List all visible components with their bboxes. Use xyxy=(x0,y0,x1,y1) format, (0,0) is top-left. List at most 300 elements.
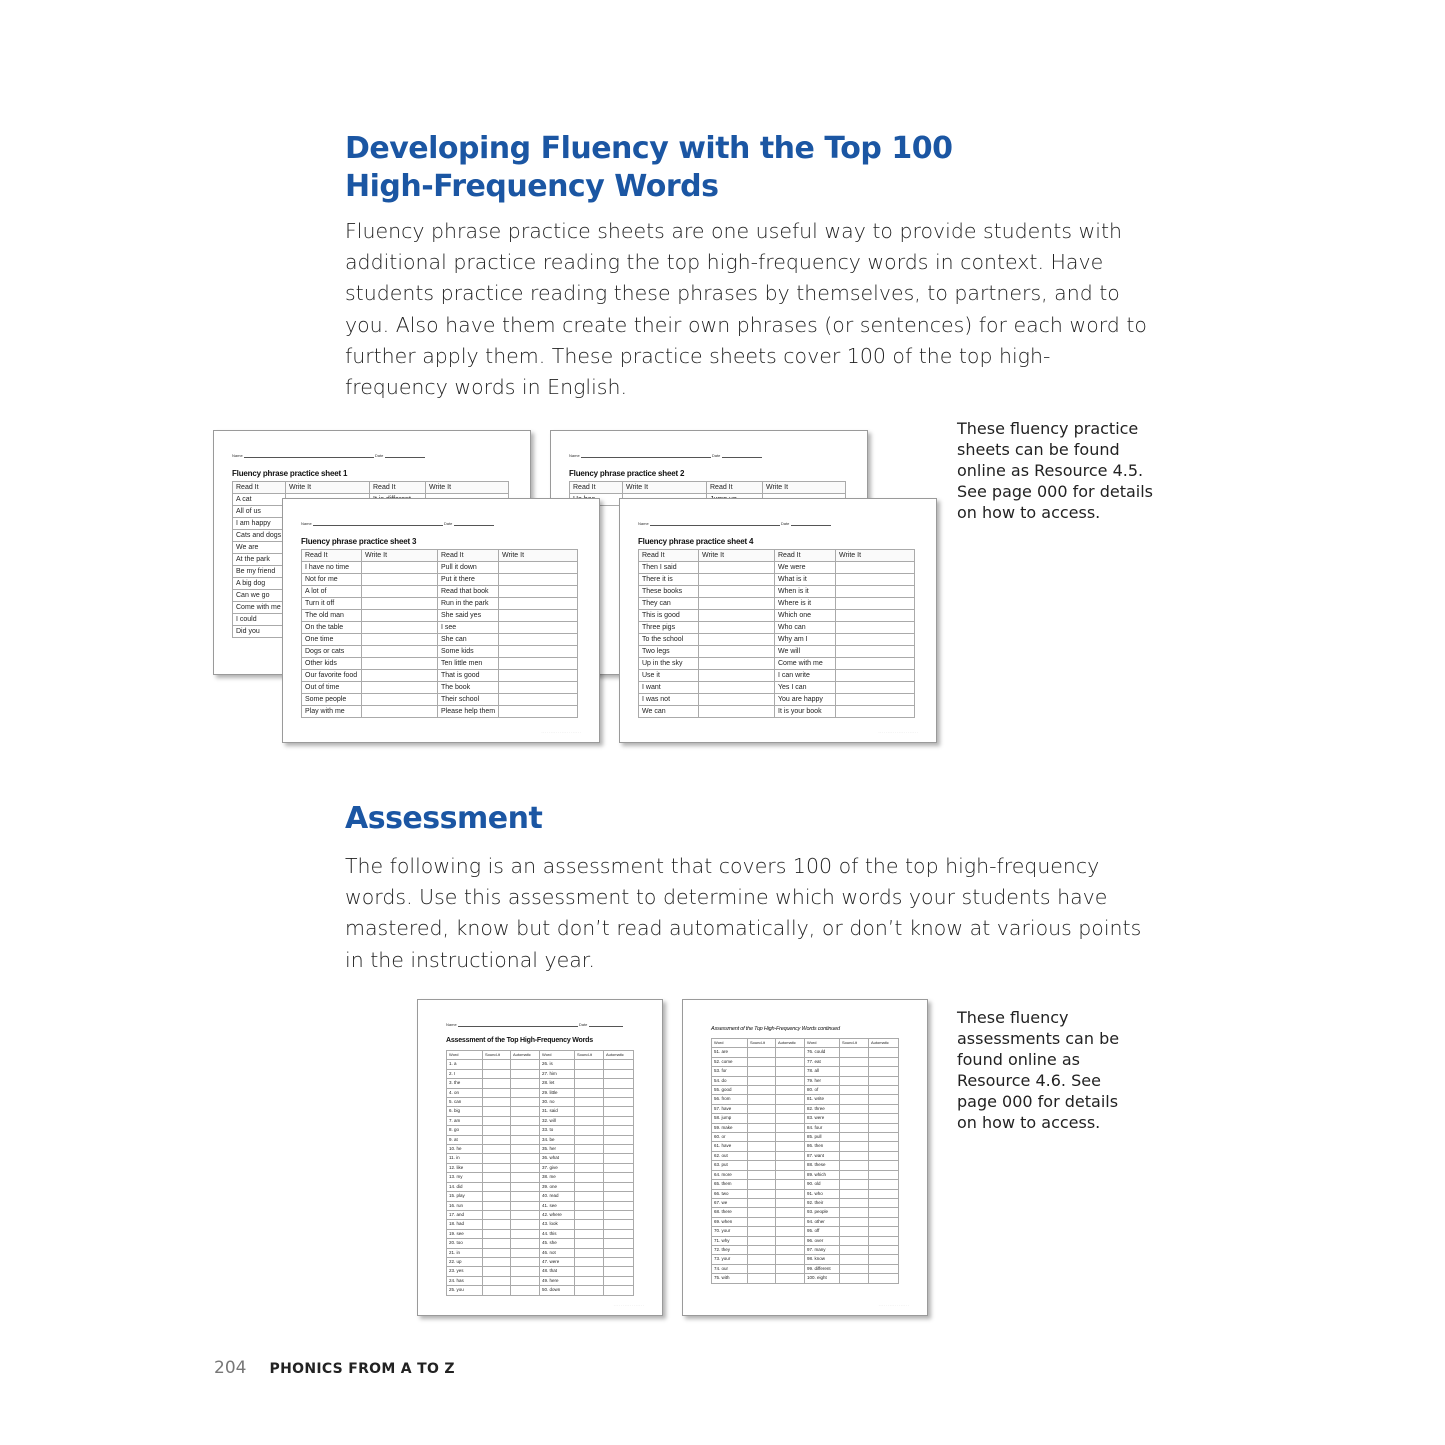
section-fluency xyxy=(345,130,1165,403)
sheet-name-date-line: Name Date xyxy=(446,1022,644,1028)
sheet-title: Fluency phrase practice sheet 3 xyxy=(301,537,417,546)
check-cell xyxy=(869,1264,899,1273)
assessment-row xyxy=(712,1095,899,1104)
check-cell xyxy=(776,1227,805,1236)
word-cell: 83. were xyxy=(805,1114,840,1123)
word-cell: 95. off xyxy=(805,1227,840,1236)
word-cell: 25. you xyxy=(447,1286,483,1295)
check-cell xyxy=(483,1257,511,1266)
assessment-rows xyxy=(712,1048,899,1283)
assessment-row xyxy=(447,1116,634,1125)
check-cell xyxy=(604,1229,634,1238)
check-cell xyxy=(840,1236,869,1245)
assessment-row xyxy=(447,1163,634,1172)
word-cell: 53. for xyxy=(712,1067,748,1076)
check-cell xyxy=(575,1257,604,1266)
check-cell xyxy=(511,1239,540,1248)
check-cell xyxy=(776,1189,805,1198)
check-cell xyxy=(604,1182,634,1191)
check-cell xyxy=(575,1116,604,1125)
check-cell xyxy=(511,1192,540,1201)
check-cell xyxy=(840,1170,869,1179)
word-cell: 68. there xyxy=(712,1208,748,1217)
word-cell: 6. big xyxy=(447,1107,483,1116)
word-cell: 61. have xyxy=(712,1142,748,1151)
check-cell xyxy=(575,1163,604,1172)
word-cell: 79. her xyxy=(805,1076,840,1085)
assessment-row xyxy=(712,1133,899,1142)
check-cell xyxy=(604,1239,634,1248)
word-cell: 18. had xyxy=(447,1220,483,1229)
book-title: PHONICS FROM A TO Z xyxy=(269,1361,455,1377)
check-cell xyxy=(840,1208,869,1217)
check-cell xyxy=(748,1245,776,1254)
check-cell xyxy=(575,1201,604,1210)
assessment-row xyxy=(447,1192,634,1201)
check-cell xyxy=(575,1060,604,1069)
phrase-cell: At the park xyxy=(233,554,286,566)
check-cell xyxy=(748,1274,776,1283)
assessment-row xyxy=(447,1286,634,1295)
assessments-caption: These fluency assessments can be found online as Resource 4.6. See page 000 for details on how to access. xyxy=(957,1008,1120,1132)
word-cell: 87. want xyxy=(805,1151,840,1160)
assessment-row xyxy=(712,1236,899,1245)
assessment-row xyxy=(447,1088,634,1097)
check-cell xyxy=(776,1274,805,1283)
check-cell xyxy=(748,1067,776,1076)
phrase-table: Read It Write It Read It Write It A cat All of us I am happy Cats and dogs We are At the park Be my friend A big dog Can we go Come with me I could Did you xyxy=(232,481,509,638)
check-cell xyxy=(604,1154,634,1163)
check-cell xyxy=(604,1079,634,1088)
check-cell xyxy=(776,1076,805,1085)
check-cell xyxy=(840,1123,869,1132)
word-cell: 99. different xyxy=(805,1264,840,1273)
check-cell xyxy=(604,1088,634,1097)
word-cell: 33. to xyxy=(540,1126,575,1135)
word-cell: 32. will xyxy=(540,1116,575,1125)
check-cell xyxy=(869,1123,899,1132)
word-cell: 97. many xyxy=(805,1245,840,1254)
assessment-title: Assessment of the Top High-Frequency Words xyxy=(446,1037,593,1044)
assessment-row xyxy=(447,1248,634,1257)
check-cell xyxy=(840,1057,869,1066)
assessment-row xyxy=(447,1239,634,1248)
check-cell xyxy=(776,1208,805,1217)
check-cell xyxy=(575,1210,604,1219)
word-cell: 35. her xyxy=(540,1145,575,1154)
check-cell xyxy=(748,1180,776,1189)
check-cell xyxy=(511,1069,540,1078)
word-cell: 92. their xyxy=(805,1198,840,1207)
check-cell xyxy=(511,1060,540,1069)
check-cell xyxy=(604,1210,634,1219)
check-cell xyxy=(604,1135,634,1144)
assessment-table: Word Sound-it Automatic Word Sound-it Automatic 51. are 76. could 52. come 77. eat 53. for 78. all 54. do 79. her 55. good 80. of 56. from 81. write 57. have 82. three 58. jump 83. were 59. make 84. four 60. or 85. pull 61. have 86. then 62. out 87. want 63. put 88. these 64. more 89. which 65. them 90. old 66. two 91. who 67. we 92. their 68. there 93. people 69. when 94. other 70. your 95. off 71. why 96. over 72. they 97. many 73. your 98. know 74. our 99. different 75. with 100. eight xyxy=(711,1038,899,1284)
sheet-footer: · · · · · · · · · · · · · · · · · xyxy=(613,1303,644,1307)
word-cell: 37. give xyxy=(540,1163,575,1172)
check-cell xyxy=(840,1217,869,1226)
check-cell xyxy=(575,1276,604,1285)
check-cell xyxy=(511,1248,540,1257)
check-cell xyxy=(840,1104,869,1113)
check-cell xyxy=(840,1198,869,1207)
assessment-row xyxy=(712,1255,899,1264)
check-cell xyxy=(575,1069,604,1078)
word-cell: 91. who xyxy=(805,1189,840,1198)
assessment-row xyxy=(712,1198,899,1207)
check-cell xyxy=(869,1161,899,1170)
check-cell xyxy=(483,1286,511,1295)
check-cell xyxy=(776,1236,805,1245)
assessment-row xyxy=(447,1276,634,1285)
check-cell xyxy=(748,1208,776,1217)
assessment-row xyxy=(447,1079,634,1088)
word-cell: 93. people xyxy=(805,1208,840,1217)
check-cell xyxy=(748,1161,776,1170)
check-cell xyxy=(776,1057,805,1066)
check-cell xyxy=(511,1145,540,1154)
check-cell xyxy=(483,1145,511,1154)
word-cell: 31. said xyxy=(540,1107,575,1116)
assessment-row xyxy=(447,1107,634,1116)
assessment-row xyxy=(712,1161,899,1170)
check-cell xyxy=(869,1189,899,1198)
check-cell xyxy=(869,1048,899,1057)
check-cell xyxy=(869,1227,899,1236)
check-cell xyxy=(511,1276,540,1285)
word-cell: 81. write xyxy=(805,1095,840,1104)
check-cell xyxy=(776,1151,805,1160)
assessment-row xyxy=(712,1227,899,1236)
section-body: The following is an assessment that covers 100 of the top high-frequency words. Use this assessment to determine which words your students have mastered, know but don’t read automatically, or don’t know at various points in the instructional year. xyxy=(345,854,1142,972)
word-cell: 16. run xyxy=(447,1201,483,1210)
check-cell xyxy=(483,1079,511,1088)
section-assessment xyxy=(345,800,1165,976)
word-cell: 69. when xyxy=(712,1217,748,1226)
fluency-sheet-4-thumbnail xyxy=(619,498,937,743)
check-cell xyxy=(604,1173,634,1182)
check-cell xyxy=(575,1126,604,1135)
word-cell: 71. why xyxy=(712,1236,748,1245)
word-cell: 84. four xyxy=(805,1123,840,1132)
assessment-row xyxy=(712,1151,899,1160)
word-cell: 57. have xyxy=(712,1104,748,1113)
assessment-table: Word Sound-it Automatic Word Sound-it Automatic 1. a 26. is 2. I 27. him 3. the 28. let 4. on 29. little 5. can 30. no 6. big 31. said 7. am 32. will 8. go 33. to 9. at 34. be 10. he 35. her 11. in 36. what 12. like 37. give 13. my 38. me 14. did 39. one 15. play 40. read 16. run 41. see 17. and 42. where 18. had 43. look 19. see 44. this 20. too 45. she 21. in 46. not 22. up 47. were 23. yes 48. that 24. has 49. here 25. you 50. down xyxy=(446,1050,634,1296)
check-cell xyxy=(483,1267,511,1276)
check-cell xyxy=(748,1255,776,1264)
phrase-table: Read It Write It Read It Write It Then I said We were There it is What is it These books When is it They can Where is it This is good Which one Three pigs Who can To the school Why am I Two legs We will Up in the sky Come with me Use it I can write I want Yes I can I was not You are happy We can It is your book xyxy=(638,549,915,718)
assessment-row xyxy=(712,1274,899,1283)
word-cell: 38. me xyxy=(540,1173,575,1182)
assessment-row xyxy=(712,1057,899,1066)
word-cell: 10. he xyxy=(447,1145,483,1154)
assessment-row xyxy=(712,1170,899,1179)
assessment-row xyxy=(712,1180,899,1189)
check-cell xyxy=(511,1098,540,1107)
word-cell: 78. all xyxy=(805,1067,840,1076)
check-cell xyxy=(840,1264,869,1273)
page-folio xyxy=(214,1358,455,1378)
assessment-row xyxy=(712,1067,899,1076)
check-cell xyxy=(483,1229,511,1238)
word-cell: 67. we xyxy=(712,1198,748,1207)
check-cell xyxy=(776,1086,805,1095)
check-cell xyxy=(748,1142,776,1151)
word-cell: 22. up xyxy=(447,1257,483,1266)
check-cell xyxy=(604,1126,634,1135)
phrase-table: Read It Write It Read It Write It I have no time Pull it down Not for me Put it there A lot of Read that book Turn it off Run in the park The old man She said yes On the table I see One time She can Dogs or cats Some kids Other kids Ten little men Our favorite food That is good Out of time The book Some people Their school Play with me Please help them xyxy=(301,549,578,718)
check-cell xyxy=(575,1154,604,1163)
assessment-row xyxy=(447,1267,634,1276)
sheet-name-date-line: Name Date xyxy=(301,521,581,527)
check-cell xyxy=(776,1255,805,1264)
word-cell: 42. where xyxy=(540,1210,575,1219)
check-cell xyxy=(511,1182,540,1191)
check-cell xyxy=(604,1248,634,1257)
word-cell: 50. down xyxy=(540,1286,575,1295)
phrase-cell: Cats and dogs xyxy=(233,530,286,542)
check-cell xyxy=(483,1173,511,1182)
check-cell xyxy=(575,1107,604,1116)
word-cell: 98. know xyxy=(805,1255,840,1264)
assessment-row xyxy=(712,1217,899,1226)
check-cell xyxy=(776,1142,805,1151)
assessment-row xyxy=(447,1135,634,1144)
word-cell: 21. in xyxy=(447,1248,483,1257)
word-cell: 15. play xyxy=(447,1192,483,1201)
word-cell: 12. like xyxy=(447,1163,483,1172)
check-cell xyxy=(575,1192,604,1201)
sheet-footer: · · · · · · · · · · · · · · · · · · · · · · xyxy=(541,730,581,734)
check-cell xyxy=(604,1220,634,1229)
phrase-cell: We are xyxy=(233,542,286,554)
check-cell xyxy=(748,1086,776,1095)
check-cell xyxy=(869,1236,899,1245)
phrase-cell: I could xyxy=(233,614,286,626)
word-cell: 88. these xyxy=(805,1161,840,1170)
check-cell xyxy=(776,1180,805,1189)
check-cell xyxy=(483,1135,511,1144)
check-cell xyxy=(748,1114,776,1123)
check-cell xyxy=(604,1098,634,1107)
check-cell xyxy=(483,1220,511,1229)
word-cell: 86. then xyxy=(805,1142,840,1151)
sheet-name-date-line: Name Date xyxy=(232,453,512,459)
check-cell xyxy=(511,1173,540,1182)
word-cell: 2. I xyxy=(447,1069,483,1078)
word-cell: 48. that xyxy=(540,1267,575,1276)
word-cell: 40. read xyxy=(540,1192,575,1201)
check-cell xyxy=(869,1198,899,1207)
check-cell xyxy=(483,1098,511,1107)
check-cell xyxy=(604,1107,634,1116)
check-cell xyxy=(604,1163,634,1172)
check-cell xyxy=(748,1264,776,1273)
check-cell xyxy=(869,1057,899,1066)
section-body: Fluency phrase practice sheets are one useful way to provide students with additional practice reading the top high-frequency words in context. Have students practice reading these phrases by themselves, to partners, and to you. Also have them create their own phrases (or sentences) for each word to further apply them. These practice sheets cover 100 of the top high-frequency words in English. xyxy=(345,219,1147,400)
check-cell xyxy=(840,1114,869,1123)
phrase-cell: Be my friend xyxy=(233,566,286,578)
check-cell xyxy=(604,1257,634,1266)
check-cell xyxy=(511,1201,540,1210)
check-cell xyxy=(869,1095,899,1104)
fluency-sheets-caption: These fluency practice sheets can be found online as Resource 4.5. See page 000 for details on how to access. xyxy=(957,419,1153,522)
check-cell xyxy=(511,1210,540,1219)
assessment-row xyxy=(447,1182,634,1191)
check-cell xyxy=(748,1227,776,1236)
word-cell: 39. one xyxy=(540,1182,575,1191)
check-cell xyxy=(869,1274,899,1283)
assessment-sheet-2-thumbnail xyxy=(682,999,928,1316)
check-cell xyxy=(483,1060,511,1069)
check-cell xyxy=(575,1239,604,1248)
check-cell xyxy=(511,1135,540,1144)
word-cell: 36. what xyxy=(540,1154,575,1163)
check-cell xyxy=(511,1286,540,1295)
check-cell xyxy=(840,1142,869,1151)
word-cell: 82. three xyxy=(805,1104,840,1113)
sheet-title: Fluency phrase practice sheet 4 xyxy=(638,537,754,546)
word-cell: 66. two xyxy=(712,1189,748,1198)
check-cell xyxy=(840,1255,869,1264)
word-cell: 13. my xyxy=(447,1173,483,1182)
phrase-table: Read It Write It Read It Write It xyxy=(569,481,846,506)
word-cell: 43. look xyxy=(540,1220,575,1229)
check-cell xyxy=(748,1217,776,1226)
assessment-row xyxy=(712,1189,899,1198)
word-cell: 3. the xyxy=(447,1079,483,1088)
check-cell xyxy=(575,1079,604,1088)
check-cell xyxy=(869,1255,899,1264)
check-cell xyxy=(748,1189,776,1198)
fluency-sheet-3-thumbnail xyxy=(282,498,600,743)
check-cell xyxy=(483,1239,511,1248)
check-cell xyxy=(840,1180,869,1189)
check-cell xyxy=(776,1123,805,1132)
check-cell xyxy=(869,1180,899,1189)
word-cell: 47. were xyxy=(540,1257,575,1266)
check-cell xyxy=(748,1236,776,1245)
sheet-footer: · · · · · · · · · · · · · · · · · · · · · · xyxy=(878,730,918,734)
sheet-name-date-line: Name Date xyxy=(569,453,849,459)
check-cell xyxy=(869,1114,899,1123)
assessment-row xyxy=(447,1220,634,1229)
word-cell: 27. him xyxy=(540,1069,575,1078)
check-cell xyxy=(776,1048,805,1057)
word-cell: 9. at xyxy=(447,1135,483,1144)
assessment-title: Assessment of the Top High-Frequency Words continued xyxy=(711,1026,840,1032)
check-cell xyxy=(575,1145,604,1154)
word-cell: 7. am xyxy=(447,1116,483,1125)
page-number: 204 xyxy=(214,1358,247,1378)
check-cell xyxy=(840,1048,869,1057)
check-cell xyxy=(604,1201,634,1210)
heading-line-2: High-Frequency Words xyxy=(345,169,719,204)
check-cell xyxy=(840,1189,869,1198)
check-cell xyxy=(604,1286,634,1295)
assessment-row xyxy=(712,1076,899,1085)
sheet-title: Fluency phrase practice sheet 1 xyxy=(232,469,348,478)
section-heading: Assessment xyxy=(345,801,543,836)
check-cell xyxy=(511,1154,540,1163)
check-cell xyxy=(483,1107,511,1116)
check-cell xyxy=(604,1069,634,1078)
word-cell: 34. be xyxy=(540,1135,575,1144)
word-cell: 26. is xyxy=(540,1060,575,1069)
assessment-sheet-1-thumbnail xyxy=(417,999,663,1316)
check-cell xyxy=(511,1229,540,1238)
check-cell xyxy=(575,1098,604,1107)
assessment-row xyxy=(447,1069,634,1078)
check-cell xyxy=(869,1133,899,1142)
assessment-rows xyxy=(447,1060,634,1295)
sheet-title: Fluency phrase practice sheet 2 xyxy=(569,469,685,478)
check-cell xyxy=(840,1227,869,1236)
assessment-row xyxy=(447,1173,634,1182)
check-cell xyxy=(840,1076,869,1085)
section-heading xyxy=(345,130,1165,206)
sheet-footer: · · · · · · · · · · · · · · · · · xyxy=(878,1303,909,1307)
word-cell: 4. on xyxy=(447,1088,483,1097)
word-cell: 65. them xyxy=(712,1180,748,1189)
word-cell: 60. or xyxy=(712,1133,748,1142)
check-cell xyxy=(776,1264,805,1273)
word-cell: 14. did xyxy=(447,1182,483,1191)
word-cell: 51. are xyxy=(712,1048,748,1057)
check-cell xyxy=(776,1104,805,1113)
assessment-row xyxy=(712,1123,899,1132)
word-cell: 41. see xyxy=(540,1201,575,1210)
check-cell xyxy=(511,1220,540,1229)
check-cell xyxy=(604,1145,634,1154)
check-cell xyxy=(575,1182,604,1191)
check-cell xyxy=(748,1123,776,1132)
check-cell xyxy=(748,1104,776,1113)
check-cell xyxy=(748,1057,776,1066)
check-cell xyxy=(575,1248,604,1257)
word-cell: 76. could xyxy=(805,1048,840,1057)
word-cell: 96. over xyxy=(805,1236,840,1245)
check-cell xyxy=(575,1088,604,1097)
check-cell xyxy=(776,1217,805,1226)
check-cell xyxy=(840,1067,869,1076)
check-cell xyxy=(511,1079,540,1088)
check-cell xyxy=(869,1086,899,1095)
word-cell: 23. yes xyxy=(447,1267,483,1276)
assessment-row xyxy=(712,1245,899,1254)
word-cell: 59. make xyxy=(712,1123,748,1132)
check-cell xyxy=(575,1267,604,1276)
check-cell xyxy=(483,1210,511,1219)
assessment-row xyxy=(447,1145,634,1154)
word-cell: 17. and xyxy=(447,1210,483,1219)
check-cell xyxy=(604,1060,634,1069)
word-cell: 45. she xyxy=(540,1239,575,1248)
check-cell xyxy=(511,1257,540,1266)
check-cell xyxy=(483,1088,511,1097)
assessment-row xyxy=(712,1264,899,1273)
word-cell: 70. your xyxy=(712,1227,748,1236)
word-cell: 85. pull xyxy=(805,1133,840,1142)
check-cell xyxy=(575,1135,604,1144)
check-cell xyxy=(483,1248,511,1257)
word-cell: 46. not xyxy=(540,1248,575,1257)
word-cell: 29. little xyxy=(540,1088,575,1097)
check-cell xyxy=(748,1151,776,1160)
word-cell: 20. too xyxy=(447,1239,483,1248)
assessment-row xyxy=(447,1257,634,1266)
check-cell xyxy=(511,1116,540,1125)
